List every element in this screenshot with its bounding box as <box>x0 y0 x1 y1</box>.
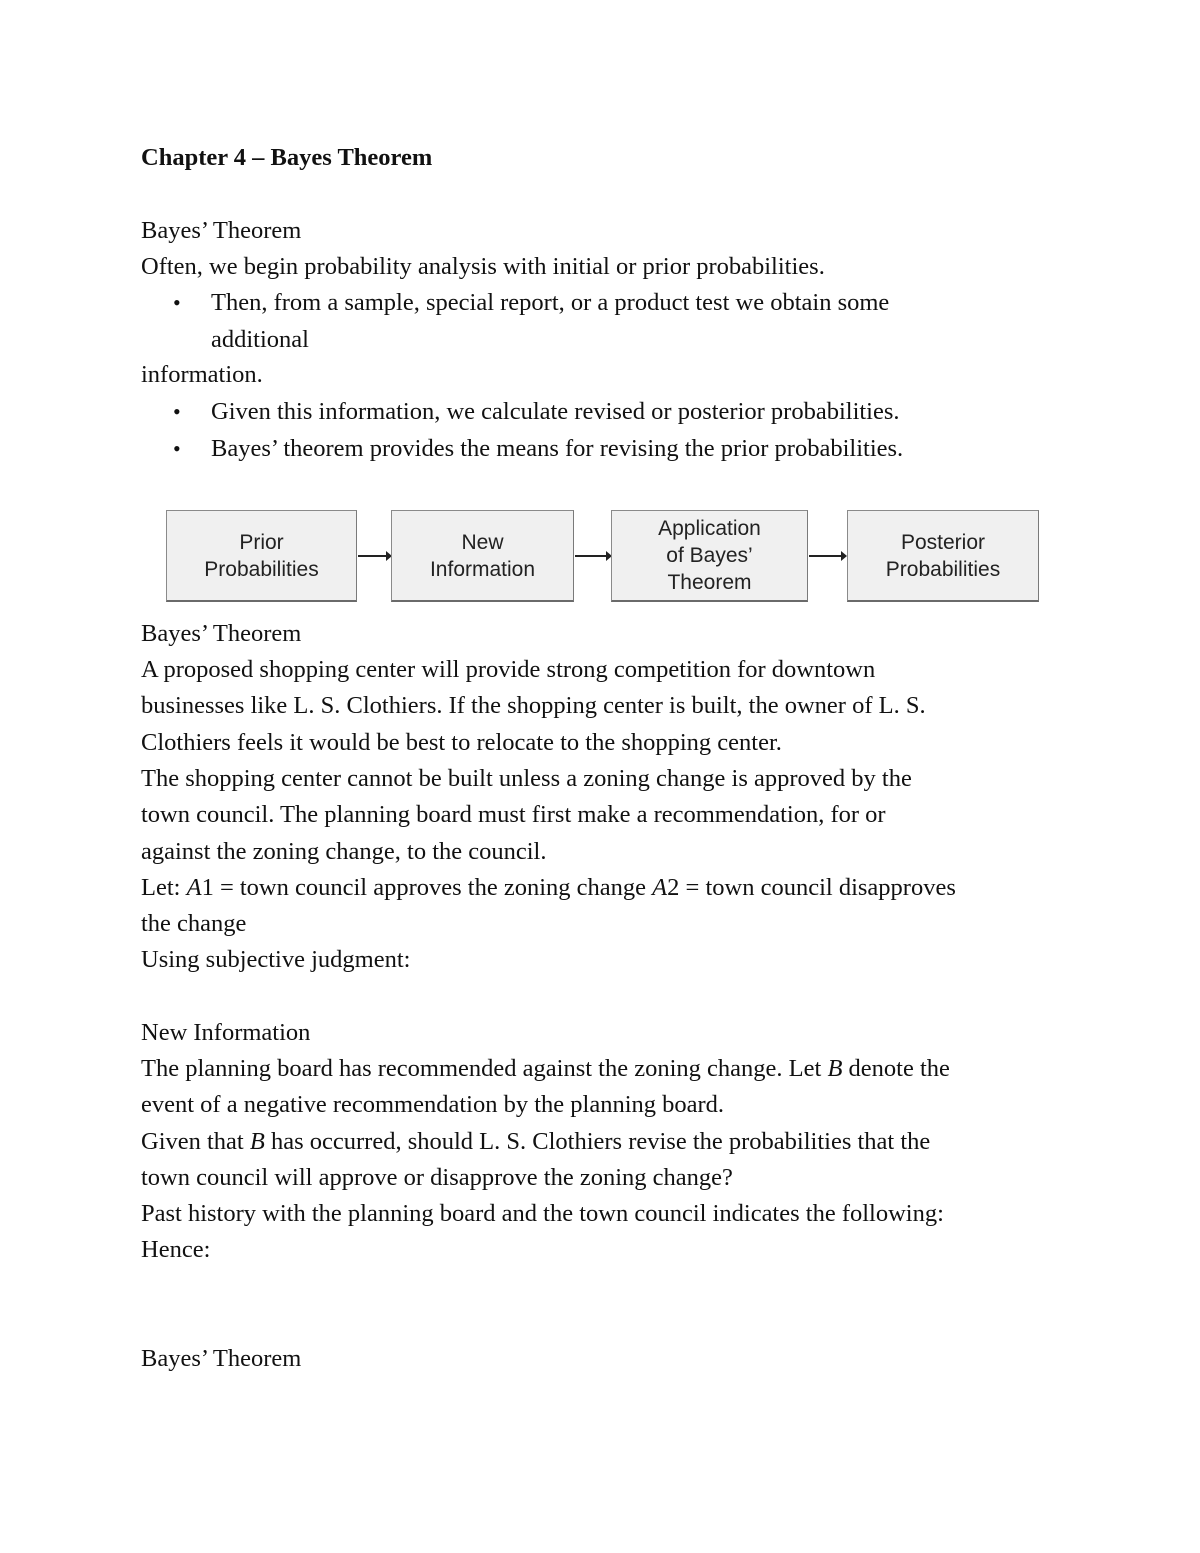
diagram-box-posterior-probabilities: Posterior Probabilities <box>847 510 1039 602</box>
chapter-title: Chapter 4 – Bayes Theorem <box>141 144 433 171</box>
paragraph-line: the change <box>141 910 247 937</box>
paragraph-line: against the zoning change, to the council. <box>141 838 547 865</box>
bullet-item: • Bayes’ theorem provides the means for revising the prior probabilities. <box>173 435 904 462</box>
bullet-icon: • <box>173 290 181 315</box>
bayes-process-diagram <box>166 510 1041 605</box>
bullet-item-continuation: additional <box>211 326 309 353</box>
paragraph-line: town council will approve or disapprove the zoning change? <box>141 1164 733 1191</box>
paragraph-line: Using subjective judgment: <box>141 946 411 973</box>
let-definition: Let: A1 = town council approves the zoning change A2 = town council disapproves <box>141 874 956 901</box>
bullet-icon: • <box>173 436 181 461</box>
paragraph: information. <box>141 361 263 388</box>
paragraph-line: Clothiers feels it would be best to relocate to the shopping center. <box>141 729 782 756</box>
bullet-item: • Then, from a sample, special report, or a product test we obtain some <box>173 289 890 316</box>
diagram-box-new-information: New Information <box>391 510 574 602</box>
variable-a2: A <box>652 874 668 901</box>
paragraph-line: Hence: <box>141 1236 211 1263</box>
paragraph-line: The planning board has recommended against the zoning change. Let B denote the <box>141 1055 950 1082</box>
paragraph-line: Past history with the planning board and the town council indicates the following: <box>141 1200 944 1227</box>
diagram-box-prior-probabilities: Prior Probabilities <box>166 510 357 602</box>
paragraph-line: The shopping center cannot be built unless a zoning change is approved by the <box>141 765 912 792</box>
variable-a1: A <box>186 874 202 901</box>
paragraph-line: event of a negative recommendation by the planning board. <box>141 1091 725 1118</box>
section-heading: Bayes’ Theorem <box>141 217 302 244</box>
section-heading: New Information <box>141 1019 311 1046</box>
paragraph-line: businesses like L. S. Clothiers. If the shopping center is built, the owner of L. S. <box>141 692 926 719</box>
arrow-right-icon <box>575 555 610 557</box>
paragraph-line: Given that B has occurred, should L. S. Clothiers revise the probabilities that the <box>141 1128 931 1155</box>
bullet-item: • Given this information, we calculate revised or posterior probabilities. <box>173 398 900 425</box>
diagram-box-application-of-bayes: Application of Bayes’ Theorem <box>611 510 808 602</box>
arrow-right-icon <box>809 555 845 557</box>
section-heading: Bayes’ Theorem <box>141 620 302 647</box>
arrow-right-icon <box>358 555 390 557</box>
paragraph-line: A proposed shopping center will provide strong competition for downtown <box>141 656 876 683</box>
variable-b: B <box>827 1055 843 1082</box>
paragraph-line: town council. The planning board must first make a recommendation, for or <box>141 801 886 828</box>
variable-b: B <box>249 1128 265 1155</box>
section-heading: Bayes’ Theorem <box>141 1345 302 1372</box>
bullet-icon: • <box>173 399 181 424</box>
paragraph: Often, we begin probability analysis with initial or prior probabilities. <box>141 253 825 280</box>
